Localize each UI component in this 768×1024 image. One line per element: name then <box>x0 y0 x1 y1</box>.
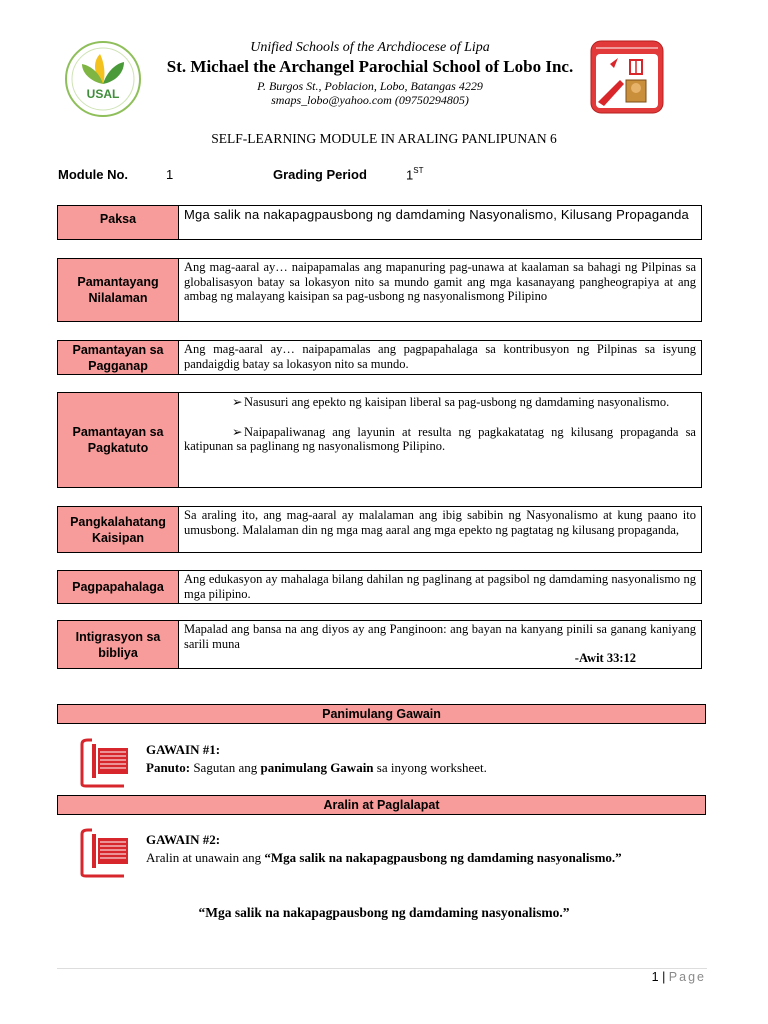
page-separator: | <box>662 970 666 984</box>
section-panimulang-gawain: Panimulang Gawain <box>57 704 706 724</box>
row-pamantayan-pagganap <box>57 340 702 375</box>
page-word: Page <box>668 970 706 984</box>
row-label: Pamantayan sa Pagganap <box>58 341 179 374</box>
row-value: Ang edukasyon ay mahalaga bilang dahilan ng paglinang at pagsibol ng damdaming nasyonalismo ng mga pilipino. <box>184 572 696 601</box>
row-value <box>179 621 701 668</box>
grading-period-suffix: ST <box>413 166 424 175</box>
row-label: Paksa <box>58 206 179 239</box>
instruction-label: Panuto: <box>146 760 191 775</box>
section-aralin-paglalapat: Aralin at Paglalapat <box>57 795 706 815</box>
row-label: Pagpapahalaga <box>58 571 179 603</box>
row-paksa <box>57 205 702 240</box>
activity-2-title: GAWAIN #2: <box>146 832 221 847</box>
row-value: Mga salik na nakapagpausbong ng damdaming Nasyonalismo, Kilusang Propaganda <box>184 207 689 222</box>
row-value: Sa araling ito, ang mag-aaral ay malalaman ang ibig sabibin ng Nasyonalismo at kung paano ito umusbong. Malalaman din ng mga mag aaral ang mga epekto ng pagtatag ng kilusang propaganda, <box>184 508 696 537</box>
row-pamantayan-pagkatuto <box>57 392 702 488</box>
list-item-text: Nasusuri ang epekto ng kaisipan liberal sa pag-usbong ng damdaming nasyonalismo. <box>244 395 670 409</box>
row-pangkalahatang-kaisipan <box>57 506 702 553</box>
activity-1-instruction <box>146 760 487 776</box>
page-number <box>652 970 706 984</box>
school-name: St. Michael the Archangel Parochial School of Lobo Inc. <box>166 57 574 76</box>
instruction-text-bold: panimulang Gawain <box>260 760 374 775</box>
diocese-name: Unified Schools of the Archdiocese of Lipa <box>250 40 490 55</box>
svg-text:USAL: USAL <box>86 87 120 101</box>
bible-verse-reference: -Awit 33:12 <box>574 651 636 666</box>
row-label: Intigrasyon sa bibliya <box>58 621 179 668</box>
footer-divider <box>57 968 707 969</box>
module-number-label: Module No. <box>58 167 129 182</box>
module-number-value: 1 <box>166 167 174 182</box>
row-pagpapahalaga <box>57 570 702 604</box>
grading-period-number: 1 <box>406 167 414 183</box>
notebook-icon <box>78 738 130 788</box>
row-pamantayang-nilalaman <box>57 258 702 322</box>
list-item-text: Naipapaliwanag ang layunin at resulta ng pagkakatatag ng kilusang propaganda sa katipunan sa paglinang ng nasyonalismong Pilipino. <box>184 424 696 454</box>
arrow-bullet-icon: ➢ <box>232 395 243 409</box>
school-seal-logo <box>590 40 664 114</box>
list-item <box>184 395 696 410</box>
row-value: Ang mag-aaral ay… naipapamalas ang mapanuring pag-unawa at kaalaman sa bahagi ng Pilpinas sa globalisasyon batay sa lokasyon nito sa mundo gamit ang mga kasanayang pangheograpiya at ang ambag ng malayang kaisipan sa pag-usbong ng nasyonalismong Pilipino <box>184 260 696 304</box>
instruction-text-pre: Aralin at unawain ang <box>146 850 265 865</box>
list-item <box>184 425 696 454</box>
instruction-text-bold: “Mga salik na nakapagpausbong ng damdaming nasyonalismo.” <box>264 850 622 865</box>
usal-logo <box>64 40 142 118</box>
page-number-value: 1 <box>651 970 659 984</box>
grading-period-label: Grading Period <box>273 167 367 182</box>
instruction-text-post: sa inyong worksheet. <box>373 760 487 775</box>
instruction-text-pre: Sagutan ang <box>190 760 261 775</box>
row-value <box>179 393 701 487</box>
row-value: Ang mag-aaral ay… naipapamalas ang pagpapahalaga sa kontribusyon ng Pilpinas sa isyung pandaigdig batay sa lokasyon nito sa mundo. <box>184 342 696 371</box>
lesson-title: “Mga salik na nakapagpausbong ng damdaming nasyonalismo.” <box>198 905 570 920</box>
module-title: SELF-LEARNING MODULE IN ARALING PANLIPUNAN 6 <box>211 131 557 146</box>
school-address: P. Burgos St., Poblacion, Lobo, Batangas 4229 <box>257 79 483 93</box>
row-label: Pamantayang Nilalaman <box>58 259 179 321</box>
row-intigrasyon <box>57 620 702 669</box>
row-label: Pamantayan sa Pagkatuto <box>58 393 179 487</box>
grading-period-value <box>406 167 423 182</box>
activity-1-title: GAWAIN #1: <box>146 742 221 757</box>
arrow-bullet-icon: ➢ <box>232 424 243 439</box>
notebook-icon <box>78 828 130 878</box>
school-contact: smaps_lobo@yahoo.com (09750294805) <box>271 93 469 107</box>
bible-verse-text: Mapalad ang bansa na ang diyos ay ang Panginoon: ang bayan na kanyang pinili sa ganang kaniyang sarili muna <box>184 622 696 651</box>
activity-2-instruction <box>146 850 622 866</box>
row-label: Pangkalahatang Kaisipan <box>58 507 179 552</box>
